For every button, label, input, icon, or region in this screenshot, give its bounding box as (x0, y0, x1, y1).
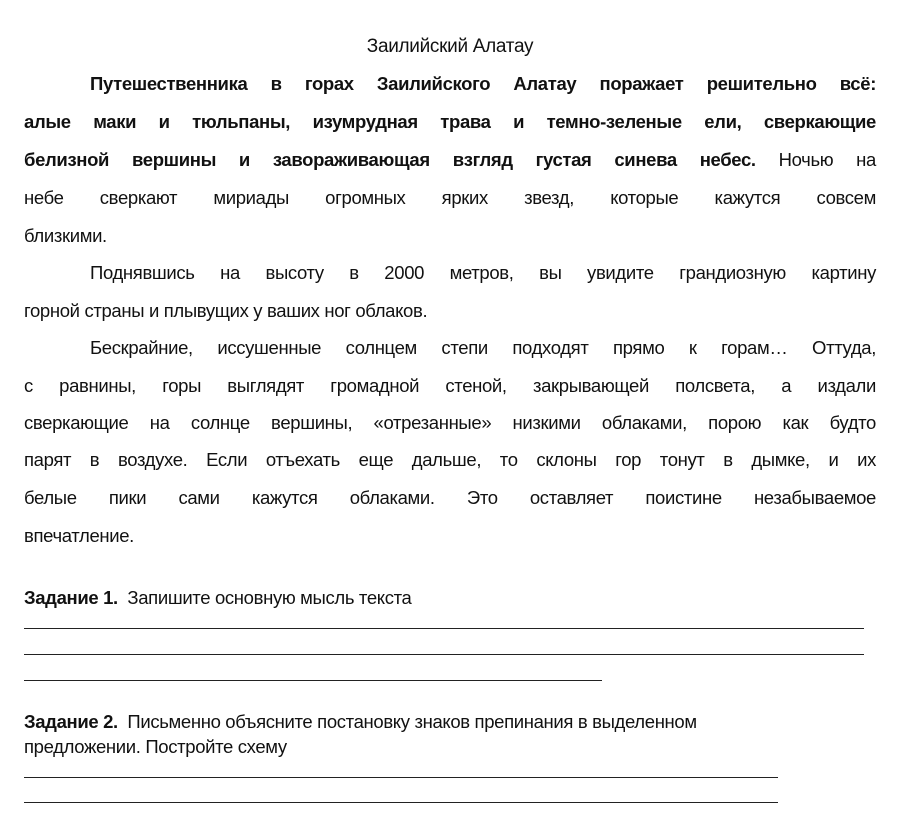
p1-line1: Путешественника в горах Заилийского Алатау поражает решительно всё: (90, 73, 876, 94)
p3-line2: с равнины, горы выглядят громадной стеной, закрывающей полсвета, а издали (24, 375, 876, 396)
task1-text: Запишите основную мысль текста (127, 587, 412, 608)
p1-line4: небе сверкают мириады огромных ярких звезд, которые кажутся совсем (24, 187, 876, 208)
p1-line3 (24, 149, 876, 171)
highlighted-sentence-end: белизной вершины и завораживающая взгляд густая синева небес. (24, 149, 756, 170)
task1-heading (24, 587, 876, 609)
task2-label: Задание 2. (24, 711, 118, 732)
answer-line[interactable] (24, 777, 778, 778)
answer-line[interactable] (24, 802, 778, 803)
document-title: Заилийский Алатау (366, 36, 534, 57)
p3-line1: Бескрайние, иссушенные солнцем степи подходят прямо к горам… Оттуда, (90, 337, 876, 358)
p1-line5: близкими. (24, 225, 107, 246)
p3-line3: сверкающие на солнце вершины, «отрезанные» низкими облаками, порою как будто (24, 412, 876, 433)
answer-line[interactable] (24, 680, 602, 681)
p1-line3-rest: Ночью на (778, 149, 876, 170)
p3-line6: впечатление. (24, 525, 134, 546)
task2-text-line2: предложении. Постройте схему (24, 736, 287, 757)
answer-line[interactable] (24, 628, 864, 629)
answer-line[interactable] (24, 654, 864, 655)
task2-text: Письменно объясните постановку знаков препинания в выделенном (127, 711, 697, 732)
task2-heading (24, 711, 876, 733)
p1-line2: алые маки и тюльпаны, изумрудная трава и темно-зеленые ели, сверкающие (24, 111, 876, 132)
p3-line5: белые пики сами кажутся облаками. Это оставляет поистине незабываемое (24, 487, 876, 508)
p2-line2: горной страны и плывущих у ваших ног облаков. (24, 300, 428, 321)
p3-line4: парят в воздухе. Если отъехать еще дальше, то склоны гор тонут в дымке, и их (24, 449, 876, 470)
task1-label: Задание 1. (24, 587, 118, 608)
p2-line1: Поднявшись на высоту в 2000 метров, вы увидите грандиозную картину (90, 262, 876, 283)
